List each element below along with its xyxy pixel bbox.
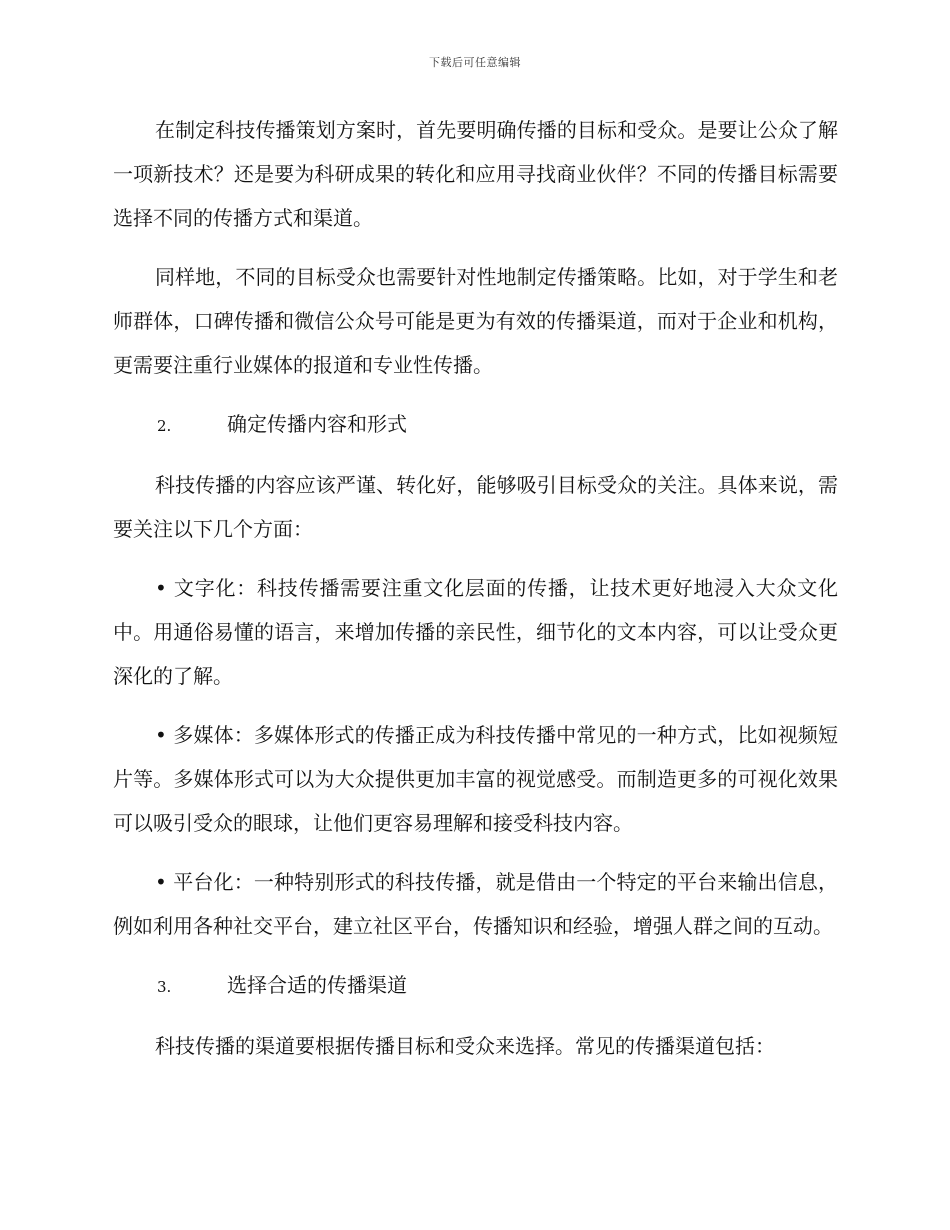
section-number: 3. xyxy=(157,978,172,996)
bullet-text: • 文字化：科技传播需要注重文化层面的传播，让技术更好地浸入大众文化中。用通俗易懂的语言，来增加传播的亲民性，细节化的文本内容，可以让受众更深化的了解。 xyxy=(113,576,838,688)
section-title: 选择合适的传播渠道 xyxy=(227,973,407,997)
section-title: 确定传播内容和形式 xyxy=(227,412,407,436)
document-body xyxy=(113,108,838,1083)
bullet-multimedia: • 多媒体：多媒体形式的传播正成为科技传播中常见的一种方式，比如视频短片等。多媒体形式可以为大众提供更加丰富的视觉感受。而制造更多的可视化效果可以吸引受众的眼球，让他们更容易理解和接受科技内容。 xyxy=(113,723,838,835)
section-number: 2. xyxy=(157,417,172,435)
bullet-platform: • 平台化：一种特别形式的科技传播，就是借由一个特定的平台来输出信息，例如利用各种社交平台，建立社区平台，传播知识和经验，增强人群之间的互动。 xyxy=(113,870,838,938)
section-heading-3 xyxy=(113,963,838,1009)
header-note: 下载后可任意编辑 xyxy=(429,56,521,69)
paragraph-content: 科技传播的内容应该严谨、转化好，能够吸引目标受众的关注。具体来说，需要关注以下几个方面： xyxy=(113,473,838,541)
paragraph-channels: 科技传播的渠道要根据传播目标和受众来选择。常见的传播渠道包括： xyxy=(155,1034,775,1058)
paragraph-audience: 同样地，不同的目标受众也需要针对性地制定传播策略。比如，对于学生和老师群体，口碑传播和微信公众号可能是更为有效的传播渠道，而对于企业和机构，更需要注重行业媒体的报道和专业性传播。 xyxy=(113,265,838,377)
section-heading-2 xyxy=(113,402,838,448)
paragraph-goals: 在制定科技传播策划方案时，首先要明确传播的目标和受众。是要让公众了解一项新技术？还是要为科研成果的转化和应用寻找商业伙伴？不同的传播目标需要选择不同的传播方式和渠道。 xyxy=(113,118,838,230)
